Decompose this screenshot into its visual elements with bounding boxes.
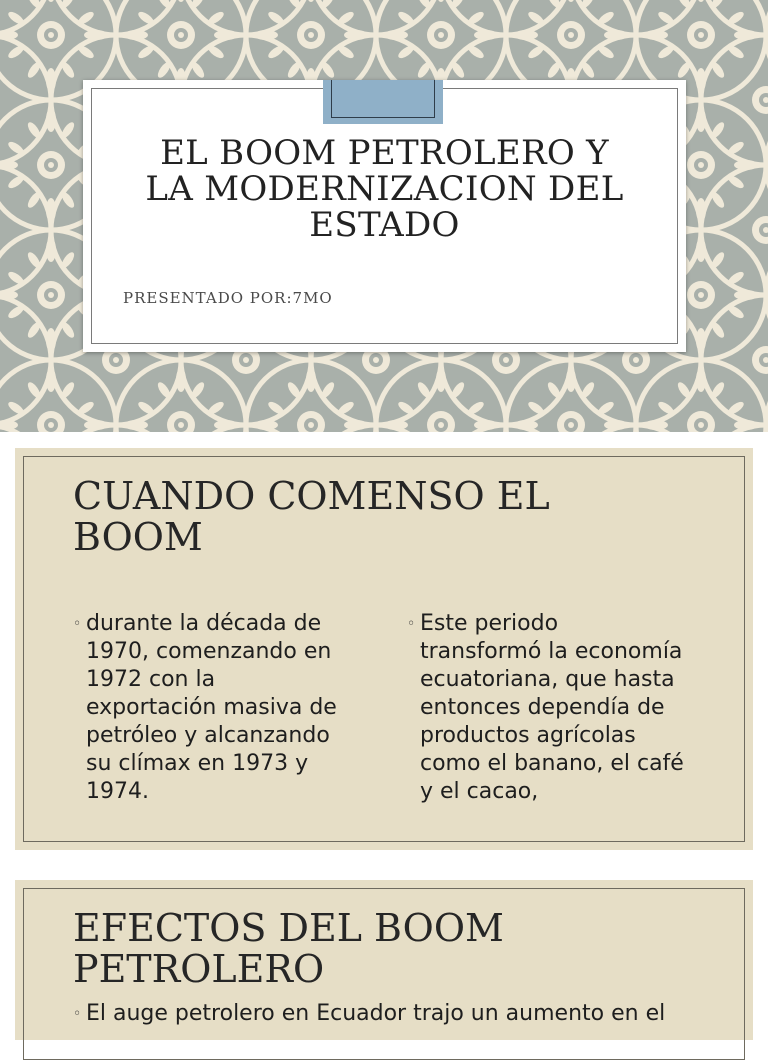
- title-line: ESTADO: [309, 205, 460, 245]
- bullet-line: ecuatoriana, que hasta: [420, 667, 675, 692]
- slide-heading: [73, 908, 504, 990]
- bullet-line: productos agrícolas: [420, 723, 636, 748]
- bullet-line: 1970, comenzando en: [86, 639, 332, 664]
- bullet-icon: ◦: [73, 616, 82, 632]
- heading-line: EFECTOS DEL BOOM: [73, 906, 504, 950]
- slide-cuando-comenso: [15, 448, 753, 850]
- title-card: [83, 80, 686, 352]
- heading-line: CUANDO COMENSO EL: [73, 474, 550, 518]
- title-slide: [0, 0, 768, 432]
- bullet-line: transformó la economía: [420, 639, 683, 664]
- bullet-icon: ◦: [73, 1006, 82, 1022]
- bullet-icon: ◦: [407, 616, 416, 632]
- bullet-line: y el cacao,: [420, 779, 539, 804]
- title-line: LA MODERNIZACION DEL: [145, 169, 624, 209]
- bullet-line: durante la década de: [86, 611, 322, 636]
- presenter-subtitle: PRESENTADO POR:7MO: [123, 289, 333, 307]
- bullet-line: 1974.: [86, 779, 149, 804]
- title-line: EL BOOM PETROLERO Y: [160, 133, 609, 173]
- bullet-item-right: [408, 610, 708, 806]
- title-accent-tab: [323, 80, 443, 124]
- heading-line: BOOM: [73, 515, 203, 559]
- bullet-line: El auge petrolero en Ecuador trajo un aumento en el: [86, 1001, 666, 1026]
- bullet-line: exportación masiva de: [86, 695, 337, 720]
- bullet-line: como el banano, el café: [420, 751, 684, 776]
- presentation-title: [103, 135, 666, 243]
- bullet-line: su clímax en 1973 y: [86, 751, 309, 776]
- bullet-line: Este periodo: [420, 611, 559, 636]
- heading-line: PETROLERO: [73, 947, 325, 991]
- slide-efectos: [15, 880, 753, 1040]
- bullet-line: petróleo y alcanzando: [86, 723, 330, 748]
- bullet-line: entonces dependía de: [420, 695, 665, 720]
- bullet-item-left: [74, 610, 374, 806]
- bullet-line: 1972 con la: [86, 667, 216, 692]
- slide-heading: [73, 476, 550, 558]
